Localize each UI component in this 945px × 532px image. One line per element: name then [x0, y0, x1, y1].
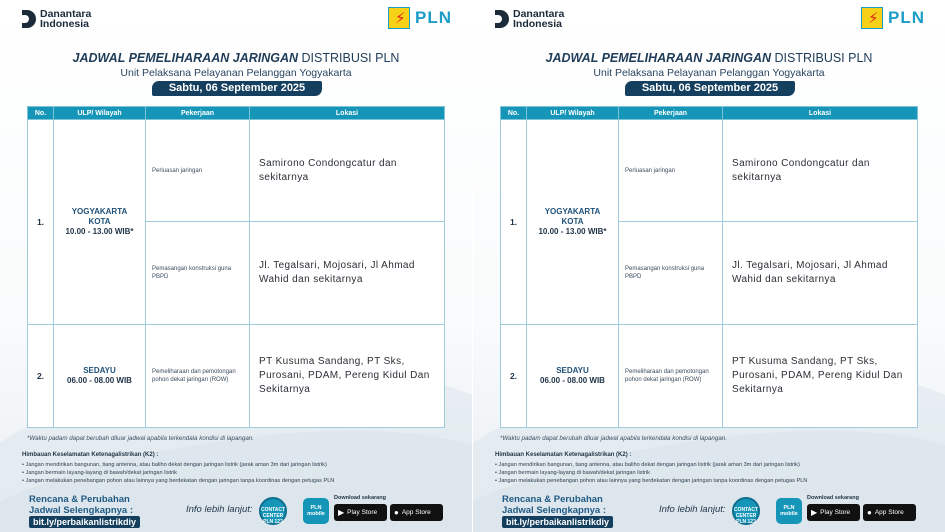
k2-item: • Jangan mendirikan bangunan, tiang antenna, atau baliho dekat dengan jaringan listrik (jarak aman 3m dari jaringan listrik) [22, 461, 334, 469]
schedule-link[interactable]: bit.ly/perbaikanlistrikdiy [502, 516, 613, 528]
schedule-note: *Waktu padam dapat berubah diluar jadwal apabila terkendala kondisi di lapangan. [500, 435, 727, 442]
location-cell: PT Kusuma Sandang, PT Sks, Purosani, PDAM, Pereng Kidul Dan Sekitarnya [250, 325, 445, 428]
google-play-button[interactable]: ▶ Play Store [807, 504, 860, 521]
ulp-name: YOGYAKARTA KOTA [544, 207, 601, 226]
date-badge: Sabtu, 06 September 2025 [625, 81, 795, 96]
apple-icon: ● [394, 508, 399, 517]
pln-logo [388, 7, 452, 29]
page-subtitle: Unit Pelaksana Pelayanan Pelanggan Yogyakarta [120, 67, 352, 79]
ulp-name: SEDAYU [83, 366, 116, 375]
flyer-panel-left [0, 0, 472, 532]
contact-center-badge[interactable]: CONTACT CENTER PLN 123 [732, 497, 760, 525]
table-row [501, 120, 918, 222]
play-icon: ▶ [811, 508, 818, 517]
page-title: JADWAL PEMELIHARAAN JARINGAN DISTRIBUSI PLN [545, 51, 873, 65]
ulp-cell [527, 325, 619, 428]
pln-mobile-icon[interactable]: PLN mobile [303, 498, 329, 524]
table-header-row [28, 107, 445, 120]
page-title: JADWAL PEMELIHARAAN JARINGAN DISTRIBUSI PLN [72, 51, 400, 65]
google-play-button[interactable]: ▶ Play Store [334, 504, 387, 521]
header-job: Pekerjaan [146, 107, 250, 120]
outage-time: 06.00 - 08.00 WIB [540, 376, 605, 385]
outage-time: 10.00 - 13.00 WIB* [538, 227, 607, 236]
header-ulp: ULP/ Wilayah [527, 107, 619, 120]
row-number: 1. [501, 120, 527, 325]
danantara-icon [22, 10, 36, 28]
pln-wordmark: PLN [888, 8, 925, 27]
ulp-cell [54, 325, 146, 428]
page-subtitle: Unit Pelaksana Pelayanan Pelanggan Yogyakarta [593, 67, 825, 79]
pln-bolt-icon: ⚡ [861, 7, 883, 29]
danantara-wordmark: Danantara Indonesia [513, 8, 565, 30]
schedule-table [27, 106, 445, 428]
schedule-link[interactable]: bit.ly/perbaikanlistrikdiy [29, 516, 140, 528]
job-cell: Pemeliharaan dan pemotongan pohon dekat jaringan (ROW) [619, 325, 723, 428]
location-cell: Samirono Condongcatur dan sekitarnya [723, 120, 918, 222]
header-job: Pekerjaan [619, 107, 723, 120]
k2-title: Himbauan Keselamatan Ketenagalistrikan (K2) : [495, 452, 632, 458]
danantara-wordmark: Danantara Indonesia [40, 8, 92, 30]
download-label: Download sekarang [334, 495, 386, 501]
k2-item: • Jangan melakukan penebangan pohon atau lainnya yang berdekatan dengan jaringan tanpa koordinas dengan petugas PLN [495, 477, 807, 485]
job-cell: Pemeliharaan dan pemotongan pohon dekat jaringan (ROW) [146, 325, 250, 428]
header-ulp: ULP/ Wilayah [54, 107, 146, 120]
location-cell: Samirono Condongcatur dan sekitarnya [250, 120, 445, 222]
job-cell: Pemasangan konstruksi guna PBPD [146, 222, 250, 325]
job-cell: Perluasan jaringan [146, 120, 250, 222]
info-label: Info lebih lanjut: [659, 504, 726, 515]
cta-text: Rencana & Perubahan Jadwal Selengkapnya : [502, 494, 607, 516]
table-row [501, 325, 918, 428]
header-location: Lokasi [723, 107, 918, 120]
danantara-logo [495, 9, 583, 29]
table-header-row [501, 107, 918, 120]
outage-time: 06.00 - 08.00 WIB [67, 376, 132, 385]
k2-list [495, 461, 807, 485]
app-store-button[interactable]: ● App Store [863, 504, 916, 521]
info-label: Info lebih lanjut: [186, 504, 253, 515]
row-number: 2. [28, 325, 54, 428]
apple-icon: ● [867, 508, 872, 517]
cta-text: Rencana & Perubahan Jadwal Selengkapnya : [29, 494, 134, 516]
header-location: Lokasi [250, 107, 445, 120]
location-cell: Jl. Tegalsari, Mojosari, Jl Ahmad Wahid dan sekitarnya [250, 222, 445, 325]
row-number: 1. [28, 120, 54, 325]
k2-item: • Jangan melakukan penebangan pohon atau lainnya yang berdekatan dengan jaringan tanpa koordinas dengan petugas PLN [22, 477, 334, 485]
pln-logo [861, 7, 925, 29]
location-cell: Jl. Tegalsari, Mojosari, Jl Ahmad Wahid dan sekitarnya [723, 222, 918, 325]
header-no: No. [501, 107, 527, 120]
ulp-name: SEDAYU [556, 366, 589, 375]
play-icon: ▶ [338, 508, 345, 517]
k2-item: • Jangan mendirikan bangunan, tiang antenna, atau baliho dekat dengan jaringan listrik (jarak aman 3m dari jaringan listrik) [495, 461, 807, 469]
outage-time: 10.00 - 13.00 WIB* [65, 227, 134, 236]
download-label: Download sekarang [807, 495, 859, 501]
ulp-name: YOGYAKARTA KOTA [71, 207, 128, 226]
pln-mobile-icon[interactable]: PLN mobile [776, 498, 802, 524]
table-row [28, 120, 445, 222]
k2-title: Himbauan Keselamatan Ketenagalistrikan (K2) : [22, 452, 159, 458]
pln-bolt-icon: ⚡ [388, 7, 410, 29]
row-number: 2. [501, 325, 527, 428]
pln-wordmark: PLN [415, 8, 452, 27]
danantara-logo [22, 9, 110, 29]
schedule-note: *Waktu padam dapat berubah diluar jadwal apabila terkendala kondisi di lapangan. [27, 435, 254, 442]
ulp-cell [527, 120, 619, 325]
job-cell: Perluasan jaringan [619, 120, 723, 222]
date-badge: Sabtu, 06 September 2025 [152, 81, 322, 96]
k2-item: • Jangan bermain layang-layang di bawah/dekat jaringan listrik [495, 469, 807, 477]
app-store-button[interactable]: ● App Store [390, 504, 443, 521]
job-cell: Pemasangan konstruksi guna PBPD [619, 222, 723, 325]
flyer-panel-right [473, 0, 945, 532]
location-cell: PT Kusuma Sandang, PT Sks, Purosani, PDAM, Pereng Kidul Dan Sekitarnya [723, 325, 918, 428]
table-row [28, 325, 445, 428]
header-no: No. [28, 107, 54, 120]
k2-item: • Jangan bermain layang-layang di bawah/dekat jaringan listrik [22, 469, 334, 477]
contact-center-badge[interactable]: CONTACT CENTER PLN 123 [259, 497, 287, 525]
schedule-table [500, 106, 918, 428]
danantara-icon [495, 10, 509, 28]
ulp-cell [54, 120, 146, 325]
k2-list [22, 461, 334, 485]
